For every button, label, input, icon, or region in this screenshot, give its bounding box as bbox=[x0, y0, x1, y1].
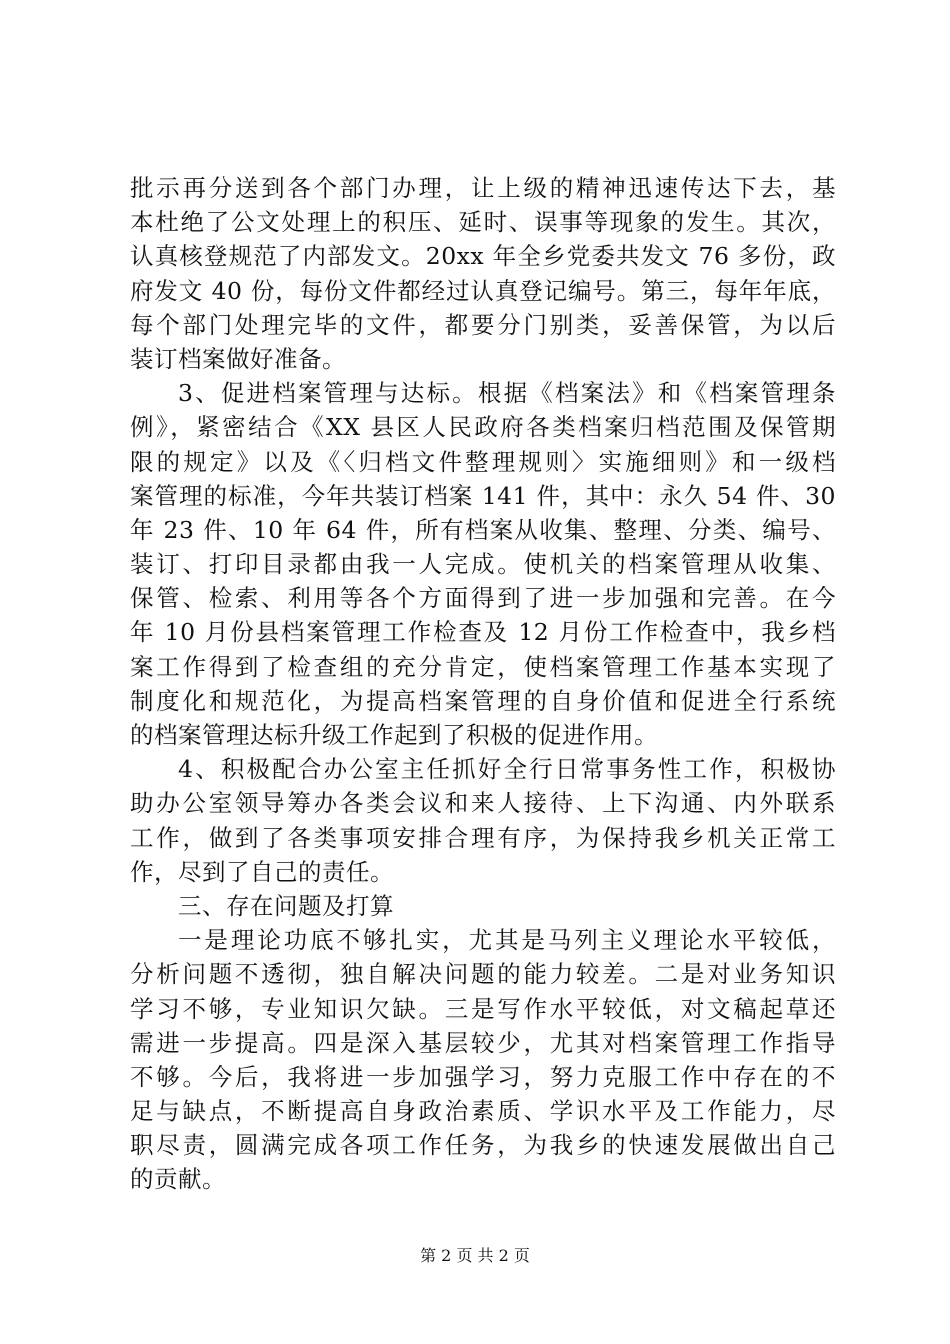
text-line: 年 23 件、10 年 64 件，所有档案从收集、整理、分类、编号、 bbox=[130, 515, 836, 544]
text-line: 足与缺点，不断提高自身政治素质、学识水平及工作能力，尽 bbox=[130, 1097, 836, 1126]
paragraph-4-start: 4、积极配合办公室主任抓好全行日常事务性工作，积极协 bbox=[178, 755, 836, 784]
text-line: 案管理的标准，今年共装订档案 141 件，其中：永久 54 件、30 bbox=[130, 481, 836, 510]
text-line: 作，尽到了自己的责任。 bbox=[130, 857, 394, 886]
text-line: 职尽责，圆满完成各项工作任务，为我乡的快速发展做出自己 bbox=[130, 1131, 836, 1160]
text-line: 案工作得到了检查组的充分肯定，使档案管理工作基本实现了 bbox=[130, 652, 836, 681]
text-line: 限的规定》以及《〈归档文件整理规则〉实施细则》和一级档 bbox=[130, 447, 836, 476]
text-line: 工作，做到了各类事项安排合理有序，为保持我乡机关正常工 bbox=[130, 823, 836, 852]
text-line: 助办公室领导筹办各类会议和来人接待、上下沟通、内外联系 bbox=[130, 789, 836, 818]
text-line: 例》，紧密结合《XX 县区人民政府各类档案归档范围及保管期 bbox=[130, 413, 836, 442]
document-body bbox=[130, 171, 836, 1197]
text-line: 学习不够，专业知识欠缺。三是写作水平较低，对文稿起草还 bbox=[130, 994, 836, 1023]
text-line: 年 10 月份县档案管理工作检查及 12 月份工作检查中，我乡档 bbox=[130, 618, 836, 647]
text-line: 批示再分送到各个部门办理，让上级的精神迅速传达下去，基 bbox=[130, 174, 836, 202]
text-line: 本杜绝了公文处理上的积压、延时、误事等现象的发生。其次， bbox=[130, 208, 836, 237]
text-line: 的档案管理达标升级工作起到了积极的促进作用。 bbox=[130, 721, 658, 749]
paragraph-issues-start: 一是理论功底不够扎实，尤其是马列主义理论水平较低， bbox=[178, 926, 836, 955]
text-line: 府发文 40 份，每份文件都经过认真登记编号。第三，每年年底， bbox=[130, 276, 836, 305]
text-line: 装订、打印目录都由我一人完成。使机关的档案管理从收集、 bbox=[130, 550, 836, 579]
text-line: 制度化和规范化，为提高档案管理的自身价值和促进全行系统 bbox=[130, 686, 836, 715]
text-line: 分析问题不透彻，独自解决问题的能力较差。二是对业务知识 bbox=[130, 960, 836, 989]
page-number-footer: 第 2 页 共 2 页 bbox=[420, 1246, 530, 1265]
paragraph-3-start: 3、促进档案管理与达标。根据《档案法》和《档案管理条 bbox=[178, 379, 836, 408]
text-line: 需进一步提高。四是深入基层较少，尤其对档案管理工作指导 bbox=[130, 1028, 836, 1057]
text-line: 的贡献。 bbox=[130, 1165, 226, 1194]
text-line: 保管、检索、利用等各个方面得到了进一步加强和完善。在今 bbox=[130, 584, 836, 613]
text-line: 不够。今后，我将进一步加强学习，努力克服工作中存在的不 bbox=[130, 1062, 836, 1091]
text-line: 认真核登规范了内部发文。20xx 年全乡党委共发文 76 多份，政 bbox=[130, 242, 836, 271]
text-line: 装订档案做好准备。 bbox=[130, 344, 346, 373]
section-heading: 三、存在问题及打算 bbox=[178, 891, 394, 920]
text-line: 每个部门处理完毕的文件，都要分门别类，妥善保管，为以后 bbox=[130, 310, 836, 339]
